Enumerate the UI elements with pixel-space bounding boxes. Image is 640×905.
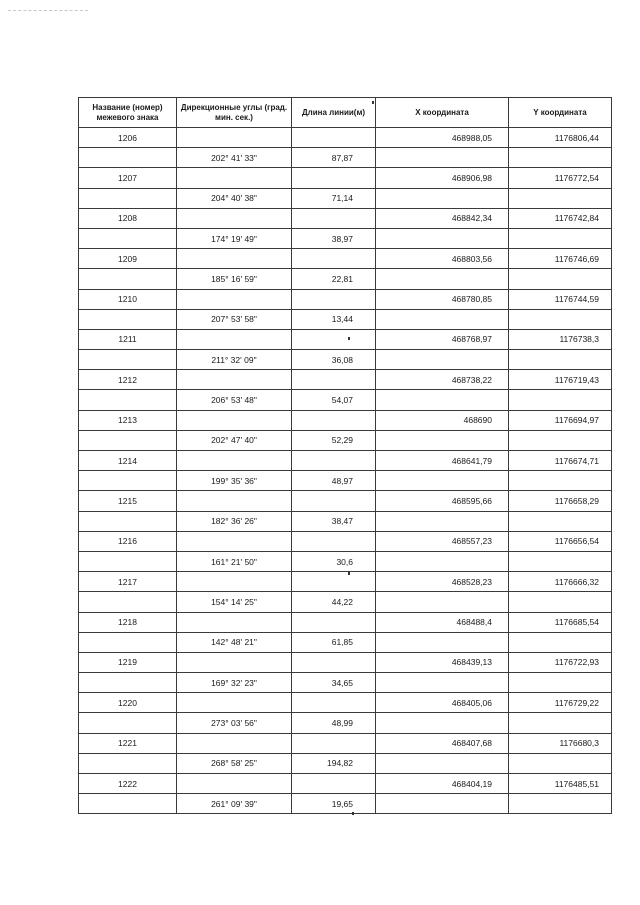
table-row [79,491,612,511]
direction-angle-cell: 204° 40' 38" [177,188,292,208]
line-length-cell [292,652,376,672]
marker-name-cell [79,673,177,693]
table-row [79,673,612,693]
x-coordinate-cell [376,228,509,248]
line-length-cell: 48,99 [292,713,376,733]
y-coordinate-cell: 1176722,93 [509,652,612,672]
table-row [79,128,612,148]
x-coordinate-cell [376,309,509,329]
direction-angle-cell [177,774,292,794]
line-length-cell [292,531,376,551]
y-coordinate-cell: 1176666,32 [509,572,612,592]
x-coordinate-cell [376,753,509,773]
y-coordinate-cell: 1176772,54 [509,168,612,188]
x-coordinate-cell: 468768,97 [376,329,509,349]
marker-name-cell [79,511,177,531]
direction-angle-cell: 206° 53' 48" [177,390,292,410]
direction-angle-cell: 142° 48' 21" [177,632,292,652]
y-coordinate-cell: 1176658,29 [509,491,612,511]
y-coordinate-cell: 1176656,54 [509,531,612,551]
x-coordinate-cell: 468738,22 [376,370,509,390]
direction-angle-cell [177,370,292,390]
table-row [79,733,612,753]
direction-angle-cell [177,289,292,309]
direction-angle-cell: 182° 36' 26" [177,511,292,531]
line-length-cell: 38,97 [292,228,376,248]
x-coordinate-cell: 468641,79 [376,451,509,471]
direction-angle-cell [177,451,292,471]
y-coordinate-cell [509,148,612,168]
table-row [79,511,612,531]
marker-name-cell [79,148,177,168]
table-row [79,289,612,309]
x-coordinate-cell: 468405,06 [376,693,509,713]
direction-angle-cell [177,208,292,228]
table-row [79,208,612,228]
x-coordinate-cell [376,713,509,733]
line-length-cell: 61,85 [292,632,376,652]
table-row [79,148,612,168]
y-coordinate-cell [509,551,612,571]
scan-speck [348,337,350,340]
y-coordinate-cell: 1176729,22 [509,693,612,713]
direction-angle-cell [177,410,292,430]
table-row [79,572,612,592]
table-row [79,451,612,471]
line-length-cell: 194,82 [292,753,376,773]
direction-angle-cell: 174° 19' 49" [177,228,292,248]
marker-name-cell: 1210 [79,289,177,309]
direction-angle-cell: 261° 09' 39" [177,794,292,814]
table-row [79,612,612,632]
table-row [79,794,612,814]
marker-name-cell: 1211 [79,329,177,349]
x-coordinate-cell [376,673,509,693]
x-coordinate-cell [376,390,509,410]
direction-angle-cell [177,168,292,188]
line-length-cell: 36,08 [292,350,376,370]
line-length-cell: 34,65 [292,673,376,693]
marker-name-cell [79,188,177,208]
marker-name-cell [79,430,177,450]
marker-name-cell: 1218 [79,612,177,632]
table-header-row [79,98,612,128]
table-row [79,531,612,551]
table-row [79,228,612,248]
x-coordinate-cell [376,794,509,814]
header-line-length: Длина линии(м) [292,98,376,128]
table-row [79,430,612,450]
table-row [79,390,612,410]
marker-name-cell [79,390,177,410]
y-coordinate-cell: 1176485,51 [509,774,612,794]
x-coordinate-cell: 468842,34 [376,208,509,228]
y-coordinate-cell [509,471,612,491]
marker-name-cell: 1209 [79,249,177,269]
y-coordinate-cell: 1176694,97 [509,410,612,430]
x-coordinate-cell: 468488,4 [376,612,509,632]
marker-name-cell [79,228,177,248]
boundary-coordinates-table [78,97,612,814]
y-coordinate-cell [509,309,612,329]
y-coordinate-cell: 1176685,54 [509,612,612,632]
direction-angle-cell: 207° 53' 58" [177,309,292,329]
line-length-cell: 48,97 [292,471,376,491]
line-length-cell: 54,07 [292,390,376,410]
line-length-cell [292,491,376,511]
table-row [79,551,612,571]
line-length-cell: 19,65 [292,794,376,814]
line-length-cell [292,410,376,430]
line-length-cell [292,329,376,349]
line-length-cell [292,208,376,228]
marker-name-cell [79,632,177,652]
direction-angle-cell [177,491,292,511]
table-row [79,370,612,390]
table-row [79,410,612,430]
line-length-cell [292,451,376,471]
direction-angle-cell: 202° 41' 33" [177,148,292,168]
line-length-cell [292,289,376,309]
x-coordinate-cell [376,430,509,450]
direction-angle-cell [177,652,292,672]
y-coordinate-cell [509,350,612,370]
scan-speck [352,812,354,815]
y-coordinate-cell [509,228,612,248]
table-row [79,632,612,652]
marker-name-cell: 1222 [79,774,177,794]
x-coordinate-cell: 468780,85 [376,289,509,309]
x-coordinate-cell: 468439,13 [376,652,509,672]
marker-name-cell [79,592,177,612]
line-length-cell: 52,29 [292,430,376,450]
direction-angle-cell: 185° 16' 59" [177,269,292,289]
table-row [79,753,612,773]
table-row [79,713,612,733]
y-coordinate-cell [509,713,612,733]
marker-name-cell [79,713,177,733]
table-row [79,309,612,329]
x-coordinate-cell [376,511,509,531]
marker-name-cell: 1216 [79,531,177,551]
line-length-cell [292,128,376,148]
table-row [79,471,612,491]
y-coordinate-cell [509,592,612,612]
direction-angle-cell: 169° 32' 23" [177,673,292,693]
table-row [79,693,612,713]
line-length-cell: 87,87 [292,148,376,168]
marker-name-cell [79,551,177,571]
y-coordinate-cell [509,753,612,773]
x-coordinate-cell: 468803,56 [376,249,509,269]
table-row [79,774,612,794]
marker-name-cell: 1220 [79,693,177,713]
y-coordinate-cell: 1176806,44 [509,128,612,148]
marker-name-cell [79,794,177,814]
header-y-coordinate: Y координата [509,98,612,128]
x-coordinate-cell: 468528,23 [376,572,509,592]
marker-name-cell: 1206 [79,128,177,148]
line-length-cell [292,572,376,592]
x-coordinate-cell: 468988,05 [376,128,509,148]
marker-name-cell: 1208 [79,208,177,228]
direction-angle-cell: 268° 58' 25" [177,753,292,773]
x-coordinate-cell [376,632,509,652]
x-coordinate-cell [376,269,509,289]
x-coordinate-cell: 468404,19 [376,774,509,794]
marker-name-cell: 1217 [79,572,177,592]
x-coordinate-cell [376,592,509,612]
line-length-cell: 30,6 [292,551,376,571]
table-row [79,329,612,349]
header-direction-angle: Дирекционные углы (град. мин. сек.) [177,98,292,128]
line-length-cell [292,612,376,632]
y-coordinate-cell: 1176738,3 [509,329,612,349]
direction-angle-cell: 154° 14' 25" [177,592,292,612]
marker-name-cell: 1213 [79,410,177,430]
table-row [79,592,612,612]
marker-name-cell: 1207 [79,168,177,188]
direction-angle-cell [177,572,292,592]
direction-angle-cell: 211° 32' 09" [177,350,292,370]
table-row [79,249,612,269]
y-coordinate-cell [509,188,612,208]
table-row [79,269,612,289]
x-coordinate-cell [376,188,509,208]
line-length-cell: 22,81 [292,269,376,289]
y-coordinate-cell [509,390,612,410]
marker-name-cell: 1214 [79,451,177,471]
direction-angle-cell [177,249,292,269]
marker-name-cell [79,269,177,289]
table-row [79,168,612,188]
x-coordinate-cell: 468407,68 [376,733,509,753]
header-marker-name: Название (номер) межевого знака [79,98,177,128]
x-coordinate-cell: 468557,23 [376,531,509,551]
y-coordinate-cell [509,430,612,450]
table-body [79,128,612,814]
table-row [79,188,612,208]
x-coordinate-cell [376,471,509,491]
x-coordinate-cell: 468906,98 [376,168,509,188]
direction-angle-cell: 273° 03' 56" [177,713,292,733]
direction-angle-cell [177,329,292,349]
direction-angle-cell [177,612,292,632]
line-length-cell [292,370,376,390]
table-row [79,652,612,672]
x-coordinate-cell: 468690 [376,410,509,430]
marker-name-cell: 1221 [79,733,177,753]
direction-angle-cell: 199° 35' 36" [177,471,292,491]
line-length-cell [292,249,376,269]
marker-name-cell: 1219 [79,652,177,672]
line-length-cell: 38,47 [292,511,376,531]
line-length-cell [292,693,376,713]
scan-header-mark [8,10,88,11]
y-coordinate-cell: 1176674,71 [509,451,612,471]
marker-name-cell [79,309,177,329]
y-coordinate-cell [509,673,612,693]
y-coordinate-cell [509,632,612,652]
marker-name-cell: 1215 [79,491,177,511]
x-coordinate-cell [376,551,509,571]
direction-angle-cell [177,693,292,713]
direction-angle-cell [177,128,292,148]
y-coordinate-cell [509,511,612,531]
line-length-cell: 71,14 [292,188,376,208]
table-row [79,350,612,370]
line-length-cell [292,733,376,753]
line-length-cell [292,168,376,188]
line-length-cell [292,774,376,794]
direction-angle-cell: 161° 21' 50" [177,551,292,571]
y-coordinate-cell [509,794,612,814]
x-coordinate-cell [376,148,509,168]
y-coordinate-cell [509,269,612,289]
marker-name-cell [79,753,177,773]
direction-angle-cell [177,531,292,551]
line-length-cell: 44,22 [292,592,376,612]
x-coordinate-cell: 468595,66 [376,491,509,511]
y-coordinate-cell: 1176680,3 [509,733,612,753]
x-coordinate-cell [376,350,509,370]
y-coordinate-cell: 1176719,43 [509,370,612,390]
y-coordinate-cell: 1176742,84 [509,208,612,228]
marker-name-cell: 1212 [79,370,177,390]
y-coordinate-cell: 1176746,69 [509,249,612,269]
y-coordinate-cell: 1176744,59 [509,289,612,309]
marker-name-cell [79,471,177,491]
marker-name-cell [79,350,177,370]
header-x-coordinate: X координата [376,98,509,128]
scan-speck [348,572,350,575]
direction-angle-cell [177,733,292,753]
direction-angle-cell: 202° 47' 40" [177,430,292,450]
scan-speck [372,101,374,104]
line-length-cell: 13,44 [292,309,376,329]
